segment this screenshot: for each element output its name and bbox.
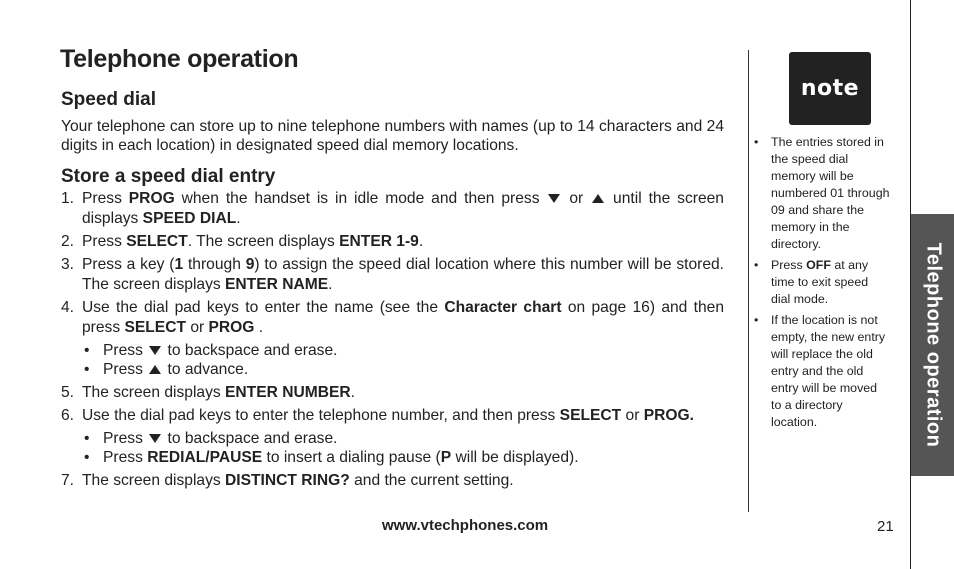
step-item: 4. Use the dial pad keys to enter the name (see the Character chart on page 16) and then press SELECT or PROG . — [61, 299, 724, 336]
page-title: Telephone operation — [60, 45, 299, 73]
step-item: 6. Use the dial pad keys to enter the telephone number, and then press SELECT or PROG. — [61, 407, 694, 424]
note-item: • If the location is not empty, the new entry will replace the old entry and the old entry will be moved to a directory location. — [754, 313, 886, 429]
column-divider — [748, 50, 749, 512]
note-item: • Press OFF at any time to exit speed dial mode. — [754, 258, 869, 306]
step-item: 3. Press a key (1 through 9) to assign the speed dial location where this number will be stored. The screen displays ENTER NAME. — [61, 256, 725, 293]
step-item: 5. The screen displays ENTER NUMBER. — [61, 384, 355, 401]
down-arrow-icon — [149, 346, 161, 355]
step-item: 1. Press PROG when the handset is in idle mode and then press or until the screen displays SPEED DIAL. — [61, 190, 724, 227]
step-4-sublist — [82, 341, 724, 379]
store-entry-heading: Store a speed dial entry — [61, 166, 276, 187]
notes-list — [752, 134, 890, 435]
note-badge: note — [789, 52, 871, 125]
sub-item: • Press to backspace and erase. — [84, 342, 338, 359]
steps-list — [61, 189, 724, 494]
sub-item: • Press to backspace and erase. — [84, 430, 338, 447]
section-tab-label: Telephone operation — [922, 242, 944, 448]
sub-item: • Press REDIAL/PAUSE to insert a dialing pause (P will be displayed). — [84, 449, 579, 466]
speed-dial-heading: Speed dial — [61, 89, 157, 110]
up-arrow-icon — [592, 194, 604, 203]
note-item: • The entries stored in the speed dial memory will be numbered 01 through 09 and share the memory in the directory. — [754, 135, 890, 251]
section-tab — [911, 214, 954, 476]
down-arrow-icon — [149, 434, 161, 443]
up-arrow-icon — [149, 365, 161, 374]
step-item: 2. Press SELECT. The screen displays ENTER 1-9. — [61, 233, 424, 250]
sub-item: • Press to advance. — [84, 361, 249, 378]
page-number: 21 — [877, 518, 894, 535]
speed-dial-description: Your telephone can store up to nine telephone numbers with names (up to 14 characters and 24 digits in each location) in designated speed dial memory locations. — [61, 118, 724, 154]
step-item: 7. The screen displays DISTINCT RING? and the current setting. — [61, 472, 514, 489]
step-6-sublist — [82, 429, 724, 467]
footer-url: www.vtechphones.com — [382, 517, 549, 534]
down-arrow-icon — [548, 194, 560, 203]
